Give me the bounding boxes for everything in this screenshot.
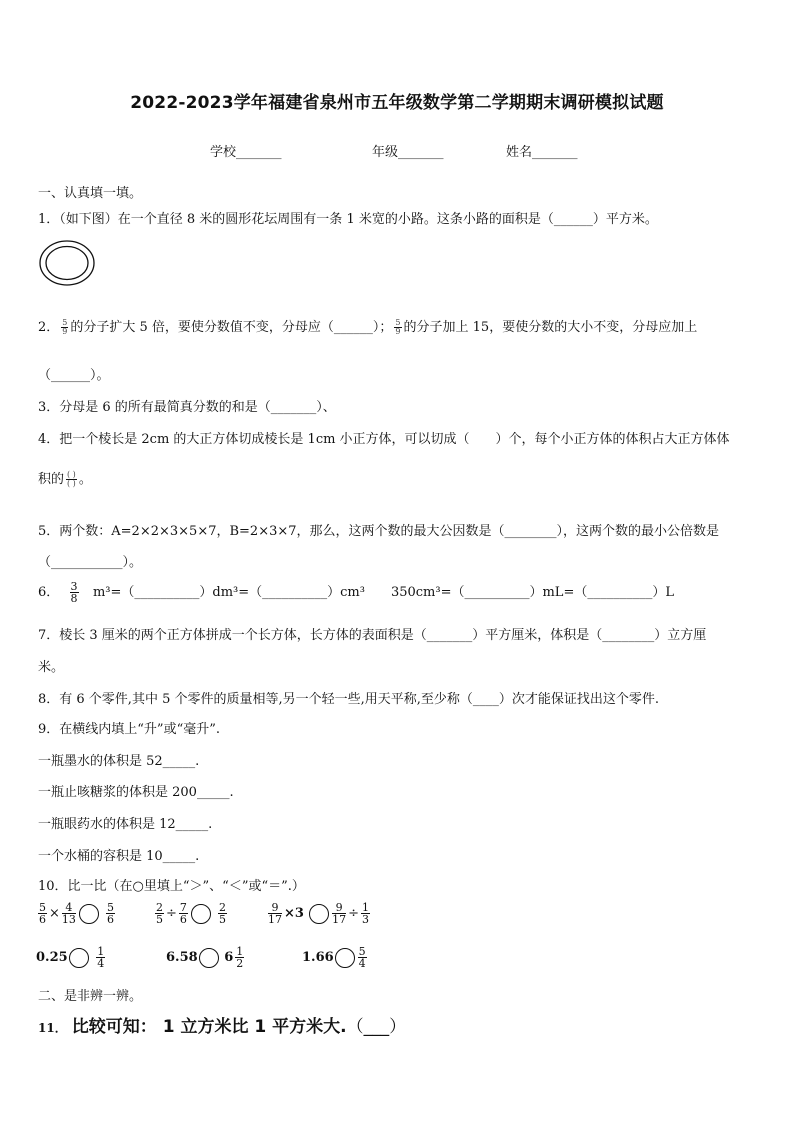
compare-item: 6.58 6 $\frac{1}{2}$ [166, 945, 244, 970]
compare-item: 0.25 $\frac{1}{4}$ [36, 945, 105, 970]
compare-circle [191, 904, 211, 924]
grade-field: 年级_______ [372, 145, 444, 160]
question-7: 7．棱长 3 厘米的两个正方体拼成一个长方体，长方体的表面积是（_______）平方厘米，体积是（________）立方厘 [38, 628, 707, 643]
question-2: 2． $\frac{5}{9}$ 的分子扩大 5 倍，要使分数值不变，分母应（______）； $\frac{5}{9}$ 的分子加上 15，要使分数的大小不变，分母应加上 [38, 318, 698, 336]
question-9-item: 一瓶墨水的体积是 52_____. [38, 754, 200, 769]
question-9-item: 一瓶止咳糖浆的体积是 200_____. [38, 785, 234, 800]
fraction: $\frac{5}{9}$ [395, 318, 401, 336]
section-heading-2: 二、是非辨一辨。 [38, 989, 143, 1004]
fraction: $\frac{( )}{( )}$ [67, 470, 76, 488]
document-title: 2022-2023学年福建省泉州市五年级数学第二学期期末调研模拟试题 [130, 93, 664, 113]
name-field: 姓名_______ [506, 145, 578, 160]
question-5-line2: （___________）。 [38, 555, 143, 570]
question-5: 5．两个数：A=2×2×3×5×7，B=2×3×7，那么，这两个数的最大公因数是（________），这两个数的最小公倍数是 [38, 524, 720, 539]
question-4-line2: 积的 $\frac{( )}{( )}$ 。 [38, 470, 92, 488]
question-9-item: 一瓶眼药水的体积是 12_____. [38, 817, 213, 832]
question-11: 11． 比较可知： 1 立方米比 1 平方米大.（___） [38, 1017, 407, 1037]
question-2-line2: （______）。 [38, 368, 110, 383]
fraction: $\frac{5}{9}$ [62, 318, 68, 336]
compare-item: 1.66 $\frac{5}{4}$ [302, 945, 366, 970]
question-9: 9．在横线内填上“升”或“毫升”. [38, 722, 220, 737]
school-field: 学校_______ [210, 145, 282, 160]
question-6: 6． $\frac{3}{8}$ m³=（__________）dm³=（__________）cm³ 350cm³=（__________）mL=（__________）L [38, 580, 674, 605]
fraction: $\frac{3}{8}$ [70, 580, 78, 605]
compare-circle [199, 948, 219, 968]
question-1: 1．（如下图）在一个直径 8 米的圆形花坛周围有一条 1 米宽的小路。这条小路的面积是（______）平方米。 [38, 212, 658, 227]
question-4: 4．把一个棱长是 2cm 的大正方体切成棱长是 1cm 小正方体，可以切成（ ）个，每个小正方体的体积占大正方体体 [38, 432, 730, 447]
question-9-item: 一个水桶的容积是 10_____. [38, 849, 200, 864]
question-7-line2: 米。 [38, 660, 65, 675]
compare-item: $\frac{5}{6}$ × $\frac{4}{13}$ $\frac{5}{6}$ [39, 901, 115, 926]
question-8: 8．有 6 个零件,其中 5 个零件的质量相等,另一个轻一些,用天平称,至少称（____）次才能保证找出这个零件. [38, 692, 660, 707]
compare-circle [309, 904, 329, 924]
compare-circle [79, 904, 99, 924]
question-3: 3．分母是 6 的所有最简真分数的和是（_______）、 [38, 400, 336, 415]
section-heading-1: 一、认真填一填。 [38, 186, 143, 201]
compare-item: $\frac{2}{5}$ ÷ $\frac{7}{6}$ $\frac{2}{5}$ [156, 901, 227, 926]
compare-circle [69, 948, 89, 968]
compare-item: $\frac{9}{17}$ ×3 $\frac{9}{17}$ ÷ $\frac{1}{3}$ [268, 901, 369, 926]
ring-path-figure [38, 238, 96, 288]
question-10: 10．比一比（在○里填上“＞”、“＜”或“＝”.） [38, 879, 305, 894]
compare-circle [335, 948, 355, 968]
